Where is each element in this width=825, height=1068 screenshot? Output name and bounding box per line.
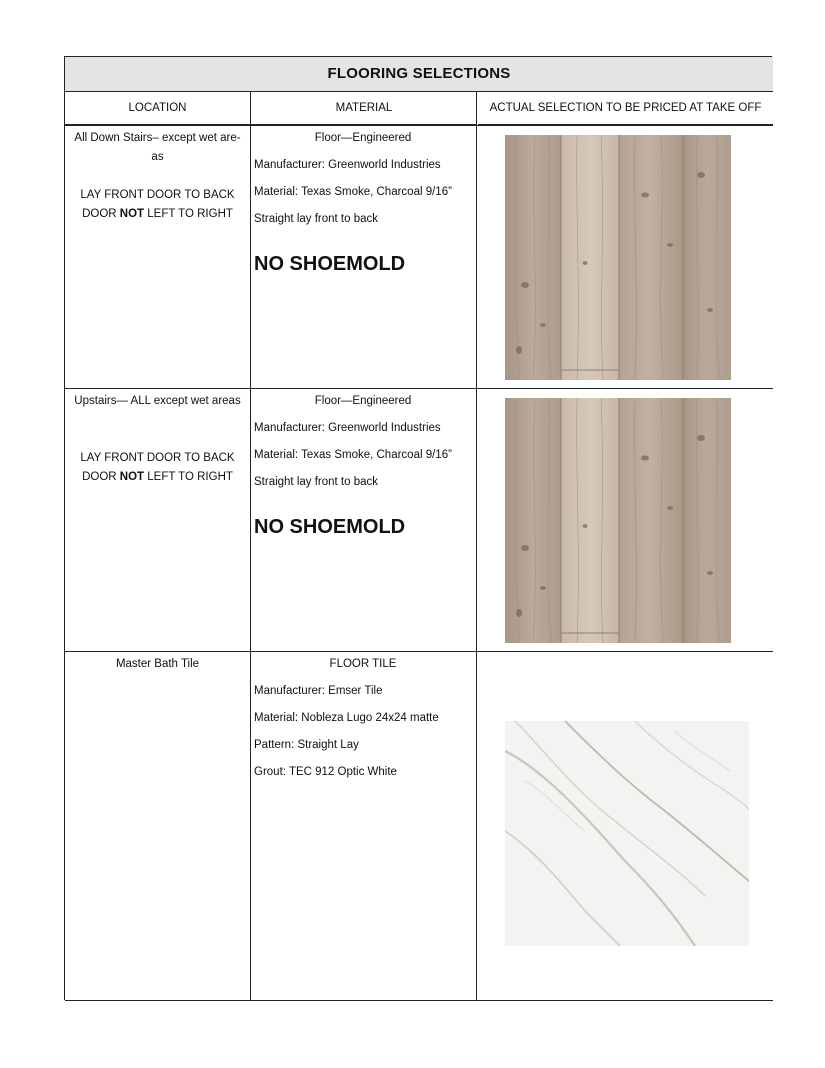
marble-tile-sample-image [505, 721, 749, 946]
flooring-selections-table [64, 56, 772, 1000]
manufacturer-text: Manufacturer: Greenworld Industries [254, 159, 441, 171]
material-type: Floor—Engineered [314, 132, 412, 144]
pattern-text: Pattern: Straight Lay [254, 739, 359, 751]
manufacturer-text: Manufacturer: Emser Tile [254, 685, 383, 697]
row-divider [65, 651, 773, 652]
material-type: FLOOR TILE [329, 658, 397, 670]
table-row-2-material [252, 392, 476, 548]
table-row-1-location [65, 129, 250, 224]
lay-direction-text: DOOR NOT LEFT TO RIGHT [82, 471, 233, 483]
table-title: FLOORING SELECTIONS [65, 57, 773, 92]
wood-plank-sample-image [505, 135, 731, 380]
table-row-2-location [65, 392, 250, 487]
table-row-3-location [65, 655, 250, 674]
row-divider [65, 388, 773, 389]
location-text: as [151, 151, 164, 163]
table-bottom-border [65, 1000, 773, 1001]
location-text: Upstairs— ALL except wet areas [74, 395, 241, 407]
material-text: Material: Nobleza Lugo 24x24 matte [254, 712, 439, 724]
lay-text: Straight lay front to back [254, 213, 379, 225]
location-text: Master Bath Tile [115, 658, 200, 670]
location-text: All Down Stairs– except wet are- [74, 132, 241, 144]
table-row-3-material [252, 655, 476, 790]
lay-text: Straight lay front to back [254, 476, 379, 488]
column-divider [476, 92, 477, 1000]
header-location: LOCATION [65, 92, 250, 125]
material-text: Material: Texas Smoke, Charcoal 9/16” [254, 449, 452, 461]
grout-text: Grout: TEC 912 Optic White [254, 766, 397, 778]
material-text: Material: Texas Smoke, Charcoal 9/16” [254, 186, 452, 198]
table-row-1-material [252, 129, 476, 285]
lay-direction-text: DOOR NOT LEFT TO RIGHT [82, 208, 233, 220]
no-shoemold-note: NO SHOEMOLD [254, 516, 406, 538]
no-shoemold-note: NO SHOEMOLD [254, 253, 406, 275]
header-selection: ACTUAL SELECTION TO BE PRICED AT TAKE OFF [478, 92, 773, 125]
material-type: Floor—Engineered [314, 395, 412, 407]
lay-direction-text: LAY FRONT DOOR TO BACK [80, 189, 235, 201]
manufacturer-text: Manufacturer: Greenworld Industries [254, 422, 441, 434]
wood-plank-sample-image [505, 398, 731, 643]
header-material: MATERIAL [251, 92, 477, 125]
column-divider [250, 92, 251, 1000]
row-divider [65, 125, 773, 126]
lay-direction-text: LAY FRONT DOOR TO BACK [80, 452, 235, 464]
